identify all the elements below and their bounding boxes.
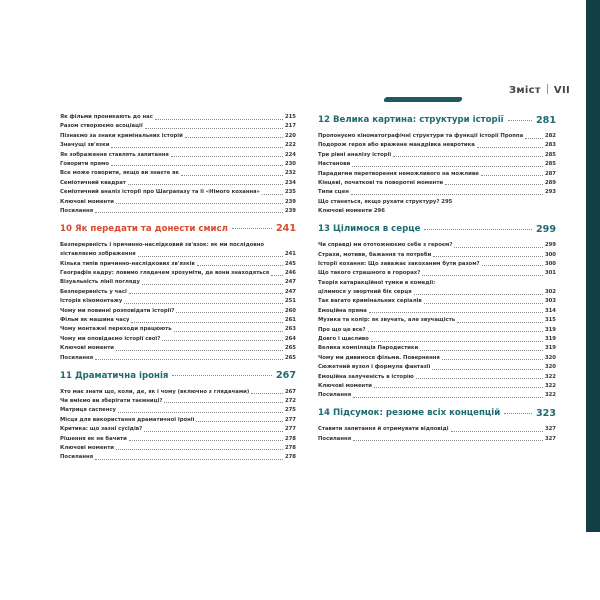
leader-dots: [353, 440, 543, 441]
toc-entry-page: 222: [284, 142, 296, 149]
chapter-title: 12 Велика картина: структури історії: [318, 115, 504, 125]
leader-dots: [432, 369, 543, 370]
toc-entry[interactable]: [60, 344, 296, 353]
toc-entry-title: Чи справді ми ототожнюємо себе з героєм?: [318, 242, 453, 249]
toc-entry[interactable]: [318, 207, 556, 216]
chapter-page: 281: [535, 114, 556, 126]
toc-entry-title: Чому монтажні переходи працюють: [60, 326, 172, 333]
toc-entry-page: 327: [544, 435, 556, 442]
toc-entry[interactable]: [60, 354, 296, 363]
leader-dots: [111, 147, 282, 148]
toc-entry[interactable]: [318, 382, 556, 391]
leader-dots: [271, 275, 283, 276]
toc-entry-title: Настанови: [318, 161, 351, 168]
toc-entry-title: Безперервність і причинно-наслідковий зв'язок: як ми послідовно: [60, 241, 265, 248]
leader-dots: [138, 256, 283, 257]
leader-dots: [369, 312, 543, 313]
header-page-number: VII: [553, 85, 570, 96]
toc-entry[interactable]: [60, 325, 296, 334]
leader-dots: [477, 147, 543, 148]
chapter-title: 11 Драматична іронія: [60, 370, 169, 381]
chapter-page: 241: [275, 223, 296, 235]
toc-entry-page: 230: [284, 160, 296, 167]
toc-list-continued: [60, 113, 296, 216]
leader-dots: [181, 175, 283, 176]
toc-entry-page: 278: [284, 454, 296, 461]
toc-entry-page: 263: [284, 326, 296, 333]
toc-entry-title: Ключові моменти: [318, 382, 372, 389]
toc-entry-page: 261: [284, 317, 296, 324]
toc-entry-title: Семіотичний аналіз історії про Шаграпазу та її «Німого кохання»: [60, 189, 260, 196]
toc-entry-page: 260: [284, 307, 296, 314]
toc-entry-title: Ставити запитання й отримувати відповіді: [318, 426, 449, 433]
leader-dots: [525, 138, 543, 139]
chapter-14-heading[interactable]: [318, 406, 556, 420]
leader-dots: [144, 431, 283, 432]
toc-entry-title: Чому ми оповідаємо історії свої?: [60, 335, 161, 342]
toc-entry-page: 299: [544, 242, 556, 249]
toc-entry-page: 232: [284, 170, 296, 177]
toc-entry[interactable]: [318, 288, 556, 297]
toc-entry-page: 287: [544, 170, 556, 177]
toc-entry-page: 272: [284, 397, 296, 404]
leader-dots: [424, 303, 543, 304]
toc-entry-page: 235: [284, 189, 296, 196]
toc-entry-title: Чи вміємо ви зберігати таємниці?: [60, 397, 163, 404]
toc-entry-page: 277: [284, 416, 296, 423]
toc-entry-title: Посилання: [60, 354, 94, 361]
toc-entry-page: 320: [544, 354, 556, 361]
toc-entry[interactable]: [60, 406, 296, 415]
chapter-title: 14 Підсумок: резюме всіх концепцій: [318, 408, 501, 419]
leader-dots: [433, 256, 543, 257]
toc-entry-page: 322: [544, 392, 556, 399]
toc-entry[interactable]: [318, 251, 556, 260]
toc-entry[interactable]: [318, 188, 556, 197]
toc-entry-title: Велика компіляція Пародистики: [318, 345, 419, 352]
toc-entry-title: Парадигми перетворення неможливого на можливе: [318, 170, 479, 177]
toc-entry[interactable]: [318, 151, 556, 160]
chapter-page: 267: [275, 370, 296, 382]
toc-entry[interactable]: [60, 335, 296, 344]
toc-entry-page: 224: [284, 151, 296, 158]
toc-entry-page: 300: [544, 260, 556, 267]
leader-dots: [95, 212, 283, 213]
leader-dots: [368, 331, 543, 332]
leader-dots: [128, 184, 283, 185]
leader-dots: [155, 119, 283, 120]
toc-entry-title: Безперервність у часі: [60, 288, 127, 295]
toc-entry[interactable]: [318, 373, 556, 382]
toc-entry-title: Рішення як не бачити: [60, 435, 127, 442]
chapter-13-entries: [318, 241, 556, 400]
toc-entry-title: Посилання: [60, 207, 94, 214]
toc-entry-page: 275: [284, 407, 296, 414]
toc-entry[interactable]: [318, 363, 556, 372]
toc-entry-page: 314: [544, 307, 556, 314]
toc-entry[interactable]: [318, 344, 556, 353]
toc-entry[interactable]: [60, 453, 296, 462]
chapter-page: 299: [535, 223, 556, 235]
toc-entry-title: Посилання: [318, 392, 352, 399]
leader-dots: [481, 175, 543, 176]
toc-entry[interactable]: [60, 188, 296, 197]
toc-entry-title: Кінцеві, початкові та поворотні моменти: [318, 179, 444, 186]
leader-dots: [353, 397, 543, 398]
leader-dots: [451, 431, 543, 432]
toc-entry-title: Страхи, мотиви, бажання та потреби: [318, 251, 432, 258]
leader-dots: [164, 402, 283, 403]
leader-dots: [95, 359, 283, 360]
leader-dots: [482, 265, 543, 266]
toc-entry[interactable]: [60, 307, 296, 316]
leader-dots: [116, 350, 283, 351]
toc-entry[interactable]: [60, 179, 296, 188]
chapter-10-entries: [60, 241, 296, 363]
toc-entry-title: Разом створюємо асоціації: [60, 123, 143, 130]
toc-entry[interactable]: [318, 260, 556, 269]
toc-entry[interactable]: [60, 122, 296, 131]
toc-entry-title: Чому ми дивимося фільми. Повернення: [318, 354, 440, 361]
toc-left-column: [60, 113, 296, 463]
toc-entry-page: 246: [284, 270, 296, 277]
leader-dots: [145, 128, 283, 129]
toc-entry[interactable]: [60, 113, 296, 122]
toc-entry[interactable]: [318, 316, 556, 325]
toc-entry-page: 285: [544, 161, 556, 168]
leader-dots: [176, 312, 283, 313]
leader-dots: [393, 156, 543, 157]
toc-entry[interactable]: [60, 278, 296, 287]
chapter-title: 10 Як передати та донести смисл: [60, 223, 228, 234]
leader-dots: [129, 293, 283, 294]
toc-entry[interactable]: [318, 132, 556, 141]
toc-entry-page: 293: [544, 189, 556, 196]
toc-entry-page: 320: [544, 364, 556, 371]
toc-entry[interactable]: [60, 388, 296, 397]
toc-entry-title: цілимося у звортний бік серця: [318, 289, 412, 296]
toc-entry-title: Візуальність лінії погляду: [60, 279, 140, 286]
toc-entry[interactable]: [60, 151, 296, 160]
toc-entry-page: 277: [284, 426, 296, 433]
toc-entry[interactable]: [60, 207, 296, 216]
toc-entry[interactable]: [318, 198, 556, 207]
toc-entry-page: 285: [544, 151, 556, 158]
leader-dots: [142, 284, 283, 285]
toc-entry-page: 215: [284, 114, 296, 120]
leader-dots: [420, 350, 543, 351]
toc-entry-title: Про що це все?: [318, 326, 366, 333]
toc-entry-page: 217: [284, 123, 296, 130]
toc-entry[interactable]: [318, 141, 556, 150]
chapter-brush-accent: [383, 97, 463, 102]
leader-dots: [196, 421, 283, 422]
toc-entry-title: Посилання: [318, 435, 352, 442]
toc-entry-title: Пізнаємо за знаки кримінальних історій: [60, 132, 183, 139]
leader-dots: [185, 137, 283, 138]
toc-entry-title: зіставляємо зображення: [60, 251, 136, 258]
toc-entry-page: 239: [284, 207, 296, 214]
toc-entry[interactable]: [318, 179, 556, 188]
chapter-10-heading[interactable]: [60, 222, 296, 236]
leader-dots: [197, 265, 283, 266]
toc-entry-title: Місця для використання драматичної іронії: [60, 416, 195, 423]
toc-entry-page: 265: [284, 354, 296, 361]
toc-entry-title: Емоційна пряма: [318, 307, 367, 314]
toc-entry-page: 303: [544, 298, 556, 305]
leader-dots: [171, 156, 283, 157]
leader-dots: [352, 166, 543, 167]
chapter-12-heading[interactable]: [318, 113, 556, 127]
toc-entry-page: 247: [284, 288, 296, 295]
toc-entry[interactable]: [318, 170, 556, 179]
leader-dots: [129, 440, 283, 441]
toc-entry-title: Довго і щасливо: [318, 336, 369, 343]
leader-dots: [422, 275, 543, 276]
toc-entry-page: 300: [544, 251, 556, 258]
chapter-12-entries: [318, 132, 556, 216]
leader-dots: [116, 449, 283, 450]
leader-dots: [95, 459, 283, 460]
toc-entry-title: Так вагато кримінальних серіалів: [318, 298, 422, 305]
toc-entry-title: Як зображення ставлять запитання: [60, 151, 169, 158]
toc-entry[interactable]: [60, 397, 296, 406]
toc-entry[interactable]: [60, 416, 296, 425]
toc-entry[interactable]: [60, 250, 296, 259]
toc-entry-page: 319: [544, 326, 556, 333]
leader-dots: [445, 184, 543, 185]
toc-entry-page: 327: [544, 426, 556, 433]
toc-entry-title: Ключові моменти: [60, 444, 114, 451]
header-section: Зміст: [508, 85, 541, 96]
toc-entry-title: Матриця саспенсу: [60, 407, 116, 414]
toc-entry[interactable]: [318, 435, 556, 444]
toc-entry[interactable]: [318, 241, 556, 250]
leader-dots: [457, 322, 543, 323]
toc-entry-page: 245: [284, 260, 296, 267]
leader-dots: [262, 194, 283, 195]
leader-dots: [374, 387, 543, 388]
toc-entry-page: 322: [544, 382, 556, 389]
toc-entry-title: Музика та колір: як звучать, але звучащість: [318, 317, 456, 324]
toc-entry[interactable]: [60, 297, 296, 306]
toc-entry[interactable]: [60, 316, 296, 325]
toc-entry-title: Посилання: [60, 454, 94, 461]
toc-entry-title: Говорити прямо: [60, 160, 109, 167]
toc-entry-title: Географія кадру: ловимо глядачем зрозуміти, де вони знаходяться: [60, 270, 270, 277]
toc-entry-title: Значущі зв'язки: [60, 142, 110, 149]
toc-entry-title: Чому ми повинні розповідати історії?: [60, 307, 175, 314]
toc-entry[interactable]: [60, 269, 296, 278]
toc-entry-title: Емоційна залученість в історію: [318, 373, 414, 380]
toc-entry[interactable]: [60, 241, 296, 250]
toc-entry[interactable]: [318, 425, 556, 434]
toc-entry-page: 322: [544, 373, 556, 380]
toc-entry-page: 264: [284, 335, 296, 342]
toc-entry[interactable]: [318, 297, 556, 306]
toc-entry-page: 278: [284, 435, 296, 442]
leader-dots: [442, 359, 543, 360]
toc-entry-title: Ключові моменти: [60, 345, 114, 352]
toc-entry[interactable]: [60, 425, 296, 434]
toc-entry-title: Критика: що зазні сусідів?: [60, 426, 143, 433]
leader-dots: [351, 194, 543, 195]
toc-entry-page: 278: [284, 444, 296, 451]
leader-dots: [111, 165, 283, 166]
toc-entry-page: 234: [284, 179, 296, 186]
toc-entry-page: 251: [284, 298, 296, 305]
toc-entry-title: Як фільми проникають до нас: [60, 114, 153, 120]
toc-entry[interactable]: [318, 391, 556, 400]
chapter-11-entries: [60, 388, 296, 463]
toc-entry-title: Все може говорити, якщо ви знаєте як: [60, 170, 180, 177]
toc-entry-title: Хто має знати що, коли, де, як і чому (включно з глядачами): [60, 388, 250, 395]
toc-entry[interactable]: [60, 160, 296, 169]
toc-entry-title: Подорож героя або вражене мандрівка невротика: [318, 142, 475, 149]
toc-entry[interactable]: [318, 160, 556, 169]
leader-dots: [414, 294, 543, 295]
toc-entry-title: Ключові моменти 296: [318, 208, 385, 215]
toc-entry-page: 241: [284, 251, 296, 258]
toc-entry[interactable]: [60, 198, 296, 207]
toc-entry-title: Теорія катаракційної тумки в комедії:: [318, 279, 436, 286]
toc-entry-page: 282: [544, 133, 556, 139]
toc-entry[interactable]: [60, 132, 296, 141]
book-spine-edge: [586, 0, 600, 532]
chapter-13-heading[interactable]: [318, 222, 556, 236]
leader-dots: [124, 303, 283, 304]
leader-dots: [454, 247, 543, 248]
toc-entry-title: Що такого страшного в горорах?: [318, 270, 421, 277]
chapter-14-entries: [318, 425, 556, 443]
toc-entry[interactable]: [318, 326, 556, 335]
toc-entry-title: Семіотичний квадрат: [60, 179, 126, 186]
toc-entry-page: 319: [544, 345, 556, 352]
toc-entry-page: 315: [544, 317, 556, 324]
chapter-title: 13 Цілимося в серце: [318, 224, 421, 235]
leader-dots: [116, 203, 283, 204]
toc-entry[interactable]: [60, 260, 296, 269]
toc-entry-page: 301: [544, 270, 556, 277]
toc-entry-page: 265: [284, 345, 296, 352]
toc-entry-page: 267: [284, 388, 296, 395]
toc-entry-title: Пропонуємо кіноматографічні структури та функції історії Проппа: [318, 133, 524, 139]
toc-entry-title: Що станеться, якщо рухати структуру? 295: [318, 198, 453, 205]
toc-entry[interactable]: [60, 444, 296, 453]
toc-entry[interactable]: [60, 169, 296, 178]
toc-entry[interactable]: [318, 354, 556, 363]
toc-entry-page: 239: [284, 198, 296, 205]
leader-dots: [131, 322, 283, 323]
page-header: [509, 84, 570, 96]
toc-entry[interactable]: [318, 307, 556, 316]
toc-entry-title: Фільм як машина часу: [60, 317, 130, 324]
leader-dots: [174, 331, 283, 332]
toc-entry[interactable]: [60, 435, 296, 444]
toc-entry[interactable]: [318, 279, 556, 288]
header-divider: [547, 84, 548, 94]
toc-entry-page: 283: [544, 142, 556, 149]
leader-dots: [251, 393, 283, 394]
toc-entry-title: Історії кохання: Що заважає закоханим бути разом?: [318, 260, 480, 267]
toc-entry[interactable]: [60, 288, 296, 297]
leader-dots: [162, 340, 283, 341]
toc-right-column: [318, 113, 556, 444]
toc-entry-title: Сюжетний вузол і формула фантазії: [318, 364, 431, 371]
leader-dots: [371, 341, 543, 342]
toc-entry-title: Типи сцен: [318, 189, 349, 196]
toc-entry[interactable]: [60, 141, 296, 150]
toc-entry-title: Кілька типів причинно-наслідкових зв'язків: [60, 260, 195, 267]
chapter-11-heading[interactable]: [60, 369, 296, 383]
toc-entry-page: 247: [284, 279, 296, 286]
toc-entry[interactable]: [318, 269, 556, 278]
toc-entry-page: 220: [284, 132, 296, 139]
toc-entry-page: 319: [544, 336, 556, 343]
toc-entry-page: 302: [544, 289, 556, 296]
chapter-page: 323: [535, 407, 556, 419]
toc-entry-title: Історія кіномонтажу: [60, 298, 123, 305]
toc-entry-title: Ключові моменти: [60, 198, 114, 205]
toc-entry-page: 289: [544, 179, 556, 186]
toc-entry[interactable]: [318, 335, 556, 344]
leader-dots: [416, 378, 543, 379]
leader-dots: [118, 412, 283, 413]
toc-entry-title: Три рівні аналізу історії: [318, 151, 392, 158]
